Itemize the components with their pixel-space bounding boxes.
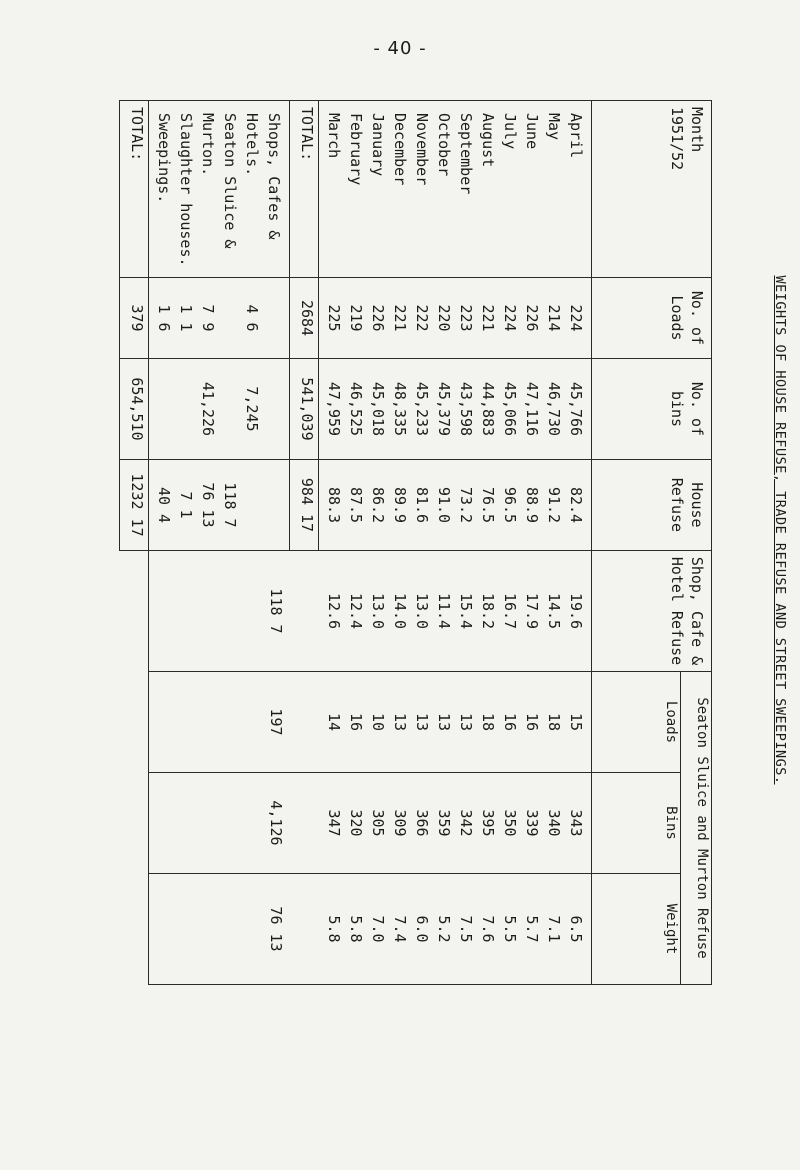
shop-weight-cell: 13.0: [413, 592, 431, 630]
month-cell: June: [523, 113, 541, 150]
sub-loads-col: [149, 278, 290, 359]
sub-bins-cell: 41,226: [199, 381, 217, 437]
loads-cell: 224: [567, 304, 585, 332]
loads-cell: 221: [479, 304, 497, 332]
house-weight-cell: 91.2: [545, 486, 563, 524]
group-bins-cell: 309: [391, 809, 409, 837]
header-loads: No. of Loads: [592, 278, 712, 359]
house-weight-cell: 89.9: [391, 486, 409, 524]
group-loads-total: 197: [267, 708, 285, 736]
house-weight-total: 984 17: [290, 460, 319, 551]
group-loads-cell: 13: [413, 712, 431, 732]
loads-col: [319, 278, 592, 359]
sub-weight-col: [149, 460, 290, 551]
group-bins-cell: 347: [325, 809, 343, 837]
refuse-table: [119, 100, 712, 985]
header-group-bins: Bins: [592, 773, 681, 874]
sub-weight-cell: 118 7: [221, 482, 239, 528]
group-weight-cell: 7.6: [479, 915, 497, 943]
group-bins-cell: 350: [501, 809, 519, 837]
loads-cell: 226: [523, 304, 541, 332]
month-cell: May: [545, 113, 563, 141]
bins-cell: 47,959: [325, 381, 343, 437]
sub-bins-cell: [263, 359, 285, 459]
sub-weight-cell: 7 1: [177, 491, 195, 519]
loads-cell: 214: [545, 304, 563, 332]
shop-weight-cell: 17.9: [523, 592, 541, 630]
month-cell: September: [457, 113, 475, 195]
bins-cell: 45,379: [435, 381, 453, 437]
loads-cell: 223: [457, 304, 475, 332]
group-weight-cell: 7.5: [457, 915, 475, 943]
shop-weight-cell: 18.2: [479, 592, 497, 630]
bins-cell: 47,116: [523, 381, 541, 437]
group-loads-cell: 18: [545, 712, 563, 732]
house-weight-cell: 81.6: [413, 486, 431, 524]
group-weight-cell: 5.8: [347, 915, 365, 943]
sub-bins-cell: [219, 359, 241, 459]
sub-weight-cell: [241, 460, 263, 550]
month-cell: October: [435, 113, 453, 177]
loads-cell: 220: [435, 304, 453, 332]
group-loads-cell: 16: [523, 712, 541, 732]
sub-loads-cell: [219, 278, 241, 358]
group-bins-cell: 395: [479, 809, 497, 837]
months-col: [319, 101, 592, 278]
group-loads-cell: 13: [391, 712, 409, 732]
shop-weight-cell: 11.4: [435, 592, 453, 630]
group-loads-cell: 16: [347, 712, 365, 732]
sub-loads-cell: 4 6: [243, 304, 261, 332]
bins-cell: 46,525: [347, 381, 365, 437]
sub-rows-col: [149, 101, 290, 278]
shop-weight-cell: 19.6: [567, 592, 585, 630]
group-weight-cell: 7.4: [391, 915, 409, 943]
sub-row-label: Hotels.: [243, 113, 261, 177]
group-weight-cell: 5.5: [501, 915, 519, 943]
month-cell: January: [369, 113, 387, 177]
sub-loads-cell: 7 9: [199, 304, 217, 332]
header-shop-refuse: Shop, Cafe & Hotel Refuse: [592, 551, 712, 672]
house-bins-total: 541,039: [290, 359, 319, 460]
group-loads-cell: 16: [501, 712, 519, 732]
house-total-label: TOTAL:: [290, 101, 319, 278]
header-house-refuse: House Refuse: [592, 460, 712, 551]
group-loads-cell: 13: [457, 712, 475, 732]
bins-cell: 45,233: [413, 381, 431, 437]
house-weight-cell: 88.3: [325, 486, 343, 524]
side-title-text: WEIGHTS OF HOUSE REFUSE, TRADE REFUSE AND STREET SWEEPINGS.: [772, 275, 788, 785]
header-group: Seaton Sluice and Murton Refuse: [681, 672, 712, 985]
group-bins-cell: 340: [545, 809, 563, 837]
month-cell: August: [479, 113, 497, 168]
group-loads-cell: 13: [435, 712, 453, 732]
sub-loads-cell: 1 6: [155, 304, 173, 332]
group-weight-total: 76 13: [267, 906, 285, 952]
sub-row-label: Shops, Cafes &: [265, 113, 283, 240]
group-weight-cell: 5.8: [325, 915, 343, 943]
loads-cell: 226: [369, 304, 387, 332]
house-loads-total: 2684: [290, 278, 319, 359]
group-weight-cell: 7.1: [545, 915, 563, 943]
group-loads-cell: 15: [567, 712, 585, 732]
group-bins-cell: 343: [567, 809, 585, 837]
sub-row-label: Murton.: [199, 113, 217, 177]
page-number: - 40 -: [373, 38, 427, 59]
grand-total-label: TOTAL:: [120, 101, 149, 278]
bins-cell: 48,335: [391, 381, 409, 437]
house-weight-cell: 91.0: [435, 486, 453, 524]
loads-cell: 224: [501, 304, 519, 332]
shop-weight-cell: 15.4: [457, 592, 475, 630]
sub-row-label: Sweepings.: [155, 113, 173, 204]
sub-loads-cell: [263, 278, 285, 358]
sub-bins-col: [149, 359, 290, 460]
group-bins-cell: 305: [369, 809, 387, 837]
group-weight-cell: 7.0: [369, 915, 387, 943]
shop-total: 118 7: [267, 588, 285, 634]
grand-bins-total: 654,510: [120, 359, 149, 460]
bins-cell: 45,066: [501, 381, 519, 437]
shop-weight-cell: 14.0: [391, 592, 409, 630]
shop-weight-cell: 12.4: [347, 592, 365, 630]
header-group-weight: Weight: [592, 874, 681, 985]
house-weight-cell: 73.2: [457, 486, 475, 524]
sub-loads-cell: 1 1: [177, 304, 195, 332]
house-weight-cell: 86.2: [369, 486, 387, 524]
group-bins-total: 4,126: [267, 800, 285, 846]
sub-row-label: Slaughter houses.: [177, 113, 195, 267]
blank-area: [120, 551, 149, 985]
month-cell: March: [325, 113, 343, 159]
shop-weight-cell: 13.0: [369, 592, 387, 630]
month-cell: July: [501, 113, 519, 150]
loads-cell: 222: [413, 304, 431, 332]
month-cell: February: [347, 113, 365, 186]
sub-row-label: Seaton Sluice &: [221, 113, 239, 249]
group-loads-col: [149, 672, 592, 773]
group-bins-cell: 366: [413, 809, 431, 837]
sub-bins-cell: 7,245: [243, 386, 261, 432]
month-cell: December: [391, 113, 409, 186]
month-cell: November: [413, 113, 431, 186]
sub-weight-cell: 40 4: [155, 486, 173, 524]
group-bins-cell: 359: [435, 809, 453, 837]
loads-cell: 221: [391, 304, 409, 332]
shop-weight-cell: 12.6: [325, 592, 343, 630]
group-weight-cell: 5.7: [523, 915, 541, 943]
group-loads-cell: 10: [369, 712, 387, 732]
group-bins-cell: 339: [523, 809, 541, 837]
house-weight-cell: 87.5: [347, 486, 365, 524]
loads-cell: 225: [325, 304, 343, 332]
sub-bins-cell: [175, 359, 197, 459]
group-bins-col: [149, 773, 592, 874]
group-weight-col: [149, 874, 592, 985]
house-col: [319, 460, 592, 551]
refuse-table-sheet: [96, 100, 712, 1170]
group-weight-cell: 5.2: [435, 915, 453, 943]
header-bins: No. of bins: [592, 359, 712, 460]
shop-col: [149, 551, 592, 672]
group-weight-cell: 6.5: [567, 915, 585, 943]
grand-weight-total: 1232 17: [120, 460, 149, 551]
group-bins-cell: 342: [457, 809, 475, 837]
bins-cell: 45,766: [567, 381, 585, 437]
house-weight-cell: 76.5: [479, 486, 497, 524]
house-weight-cell: 88.9: [523, 486, 541, 524]
group-loads-cell: 18: [479, 712, 497, 732]
header-group-loads: Loads: [592, 672, 681, 773]
month-cell: April: [567, 113, 585, 159]
bins-cell: 43,598: [457, 381, 475, 437]
bins-cell: 45,018: [369, 381, 387, 437]
shop-weight-cell: 16.7: [501, 592, 519, 630]
sub-bins-cell: [153, 359, 175, 459]
sub-weight-cell: [263, 460, 285, 550]
bins-cell: 46,730: [545, 381, 563, 437]
grand-loads-total: 379: [120, 278, 149, 359]
shop-weight-cell: 14.5: [545, 592, 563, 630]
bins-col: [319, 359, 592, 460]
bins-cell: 44,883: [479, 381, 497, 437]
header-month: Month 1951/52: [592, 101, 712, 278]
group-loads-cell: 14: [325, 712, 343, 732]
loads-cell: 219: [347, 304, 365, 332]
side-title: [760, 275, 800, 785]
house-weight-cell: 96.5: [501, 486, 519, 524]
group-bins-cell: 320: [347, 809, 365, 837]
house-weight-cell: 82.4: [567, 486, 585, 524]
group-weight-cell: 6.0: [413, 915, 431, 943]
sub-weight-cell: 76 13: [199, 482, 217, 528]
